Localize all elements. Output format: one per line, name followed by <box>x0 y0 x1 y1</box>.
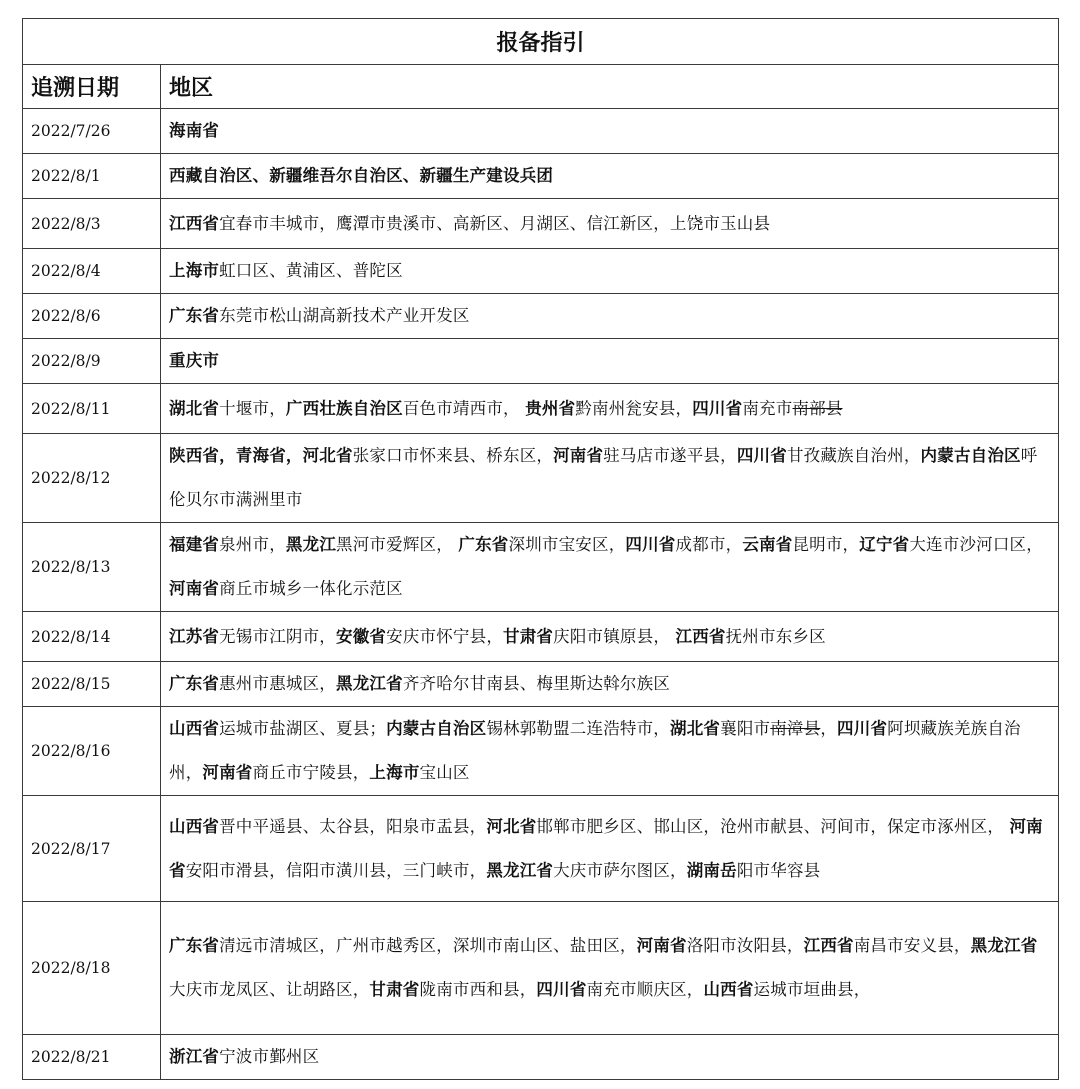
region-province: 四川省 <box>536 980 587 999</box>
row-region <box>161 199 1059 249</box>
region-province: 云南省 <box>742 535 793 554</box>
row-date: 2022/8/1 <box>23 154 161 199</box>
region-detail: 抚州市东乡区 <box>725 626 826 646</box>
region-detail: 南充市顺庆区， <box>586 980 704 999</box>
region-province: 广东省 <box>458 535 509 554</box>
report-guide-table <box>22 18 1059 1080</box>
region-province: 江西省 <box>803 936 854 955</box>
row-region <box>161 294 1059 339</box>
region-province: 江西省 <box>675 626 726 646</box>
region-province: 福建省 <box>169 535 220 554</box>
region-province: 陕西省，青海省，河北省 <box>169 446 353 465</box>
row-region <box>161 384 1059 434</box>
region-detail: 晋中平遥县、太谷县，阳泉市盂县， <box>219 816 487 836</box>
table-row <box>23 294 1059 339</box>
region-province: 河北省 <box>486 816 537 836</box>
row-region <box>161 109 1059 154</box>
region-detail: 运城市盐湖区、夏县； <box>219 719 387 738</box>
region-detail: 阳市华容县 <box>736 860 821 880</box>
title-row <box>23 19 1059 65</box>
region-detail: 襄阳市 <box>720 719 771 738</box>
region-detail: 宝山区 <box>419 763 470 782</box>
region-detail: 齐齐哈尔甘南县、梅里斯达斡尔族区 <box>402 674 671 693</box>
row-date: 2022/8/13 <box>23 523 161 612</box>
row-region <box>161 154 1059 199</box>
region-detail: 南充市 <box>742 398 793 418</box>
region-detail: 商丘市城乡一体化示范区 <box>219 579 403 598</box>
row-region <box>161 339 1059 384</box>
table-row <box>23 662 1059 707</box>
region-detail: ， <box>820 719 838 738</box>
region-detail: 大连市沙河口区， <box>909 535 1043 554</box>
row-region <box>161 434 1059 523</box>
row-date: 2022/8/3 <box>23 199 161 249</box>
region-detail: 南漳县 <box>770 719 821 738</box>
region-province: 黑龙江省 <box>336 674 403 693</box>
region-detail: 黔南州瓮安县， <box>575 398 693 418</box>
region-detail: 商丘市宁陵县， <box>252 763 370 782</box>
row-region <box>161 707 1059 796</box>
row-date: 2022/8/16 <box>23 707 161 796</box>
table-row <box>23 707 1059 796</box>
column-header-region: 地区 <box>161 65 1059 109</box>
region-province: 西藏自治区、新疆维吾尔自治区、新疆生产建设兵团 <box>169 166 554 185</box>
region-province: 广东省 <box>169 674 220 693</box>
region-province: 江苏省 <box>169 626 220 646</box>
region-province: 黑龙江 <box>285 535 337 554</box>
region-detail: 甘孜藏族自治州， <box>786 446 921 465</box>
region-province: 山西省 <box>169 719 220 738</box>
region-detail: 运城市垣曲县， <box>753 980 871 999</box>
row-date: 2022/8/17 <box>23 796 161 902</box>
region-province: 四川省 <box>692 398 743 418</box>
table-row <box>23 1035 1059 1080</box>
region-detail: 成都市， <box>675 535 743 554</box>
region-province: 湖南岳 <box>686 860 737 880</box>
region-province: 重庆市 <box>169 351 220 370</box>
region-province: 辽宁省 <box>859 535 910 554</box>
row-region <box>161 902 1059 1035</box>
region-province: 海南省 <box>169 121 220 140</box>
table-row <box>23 434 1059 523</box>
row-region <box>161 523 1059 612</box>
region-province: 湖北省 <box>670 719 721 738</box>
region-detail: 庆阳市镇原县， <box>553 626 676 646</box>
table-row <box>23 199 1059 249</box>
table-title: 报备指引 <box>23 19 1059 65</box>
table-row <box>23 902 1059 1035</box>
table-row <box>23 109 1059 154</box>
region-detail: 虹口区、黄浦区、普陀区 <box>219 261 403 280</box>
region-detail: 南昌市安义县， <box>853 936 971 955</box>
region-detail: 大庆市萨尔图区， <box>553 860 687 880</box>
row-date: 2022/8/11 <box>23 384 161 434</box>
region-province: 上海市 <box>369 763 420 782</box>
region-detail: 阿坝藏族羌族自治州， <box>169 719 1021 782</box>
region-detail: 锡林郭勒盟二连浩特市， <box>486 719 671 738</box>
region-detail: 驻马店市遂平县， <box>603 446 737 465</box>
region-province: 河南省 <box>169 816 1043 880</box>
region-detail: 十堰市， <box>219 398 286 418</box>
column-header-date: 追溯日期 <box>23 65 161 109</box>
table-row <box>23 384 1059 434</box>
row-date: 2022/8/18 <box>23 902 161 1035</box>
region-province: 河南省 <box>202 763 253 782</box>
row-region <box>161 662 1059 707</box>
region-detail: 无锡市江阴市， <box>219 626 337 646</box>
region-detail: 黑河市爱辉区， <box>336 535 459 554</box>
region-detail: 呼伦贝尔市满洲里市 <box>169 446 1038 509</box>
region-detail: 清远市清城区，广州市越秀区，深圳市南山区、盐田区， <box>219 936 637 955</box>
table-row <box>23 249 1059 294</box>
report-guide-sheet <box>22 18 1058 1080</box>
region-detail: 张家口市怀来县、桥东区， <box>352 446 554 465</box>
region-province: 四川省 <box>837 719 888 738</box>
region-province: 贵州省 <box>525 398 576 418</box>
region-province: 内蒙古自治区 <box>386 719 487 738</box>
region-detail: 昆明市， <box>792 535 860 554</box>
region-province: 广西壮族自治区 <box>285 398 403 418</box>
region-province: 河南省 <box>169 579 220 598</box>
row-region <box>161 1035 1059 1080</box>
table-row <box>23 796 1059 902</box>
region-province: 四川省 <box>625 535 676 554</box>
region-province: 山西省 <box>169 816 220 836</box>
region-province: 广东省 <box>169 936 220 955</box>
row-region <box>161 249 1059 294</box>
region-province: 河南省 <box>553 446 604 465</box>
region-detail: 南部县 <box>792 398 843 418</box>
table-row <box>23 523 1059 612</box>
table-row <box>23 339 1059 384</box>
region-detail: 邯郸市肥乡区、邯山区，沧州市献县、河间市，保定市涿州区， <box>536 816 1010 836</box>
row-region <box>161 796 1059 902</box>
row-date: 2022/8/6 <box>23 294 161 339</box>
region-detail: 宜春市丰城市，鹰潭市贵溪市、高新区、月湖区、信江新区，上饶市玉山县 <box>219 213 771 233</box>
region-detail: 百色市靖西市， <box>402 398 526 418</box>
region-detail: 大庆市龙凤区、让胡路区， <box>169 980 370 999</box>
region-detail: 陇南市西和县， <box>419 980 537 999</box>
row-date: 2022/8/12 <box>23 434 161 523</box>
region-detail: 泉州市， <box>219 535 286 554</box>
table-body <box>23 109 1059 1080</box>
region-detail: 惠州市惠城区， <box>219 674 337 693</box>
row-date: 2022/8/4 <box>23 249 161 294</box>
region-province: 上海市 <box>169 261 220 280</box>
row-date: 2022/8/21 <box>23 1035 161 1080</box>
region-detail: 洛阳市汝阳县， <box>686 936 804 955</box>
region-province: 江西省 <box>169 213 220 233</box>
row-date: 2022/8/9 <box>23 339 161 384</box>
region-province: 内蒙古自治区 <box>920 446 1021 465</box>
row-region <box>161 612 1059 662</box>
row-date: 2022/8/15 <box>23 662 161 707</box>
row-date: 2022/7/26 <box>23 109 161 154</box>
region-province: 浙江省 <box>169 1047 220 1066</box>
table-row <box>23 612 1059 662</box>
region-province: 河南省 <box>636 936 687 955</box>
region-province: 四川省 <box>736 446 787 465</box>
region-detail: 安阳市滑县，信阳市潢川县，三门峡市， <box>185 860 487 880</box>
region-province: 山西省 <box>703 980 754 999</box>
region-province: 安徽省 <box>336 626 387 646</box>
region-province: 黑龙江省 <box>486 860 554 880</box>
region-province: 甘肃省 <box>369 980 420 999</box>
region-detail: 安庆市怀宁县， <box>386 626 504 646</box>
region-province: 湖北省 <box>169 398 220 418</box>
region-province: 甘肃省 <box>503 626 554 646</box>
region-detail: 东莞市松山湖高新技术产业开发区 <box>219 306 470 325</box>
region-province: 黑龙江省 <box>970 936 1038 955</box>
region-detail: 深圳市宝安区， <box>508 535 626 554</box>
region-detail: 宁波市鄞州区 <box>219 1047 320 1066</box>
region-province: 广东省 <box>169 306 220 325</box>
table-row <box>23 154 1059 199</box>
header-row <box>23 65 1059 109</box>
row-date: 2022/8/14 <box>23 612 161 662</box>
